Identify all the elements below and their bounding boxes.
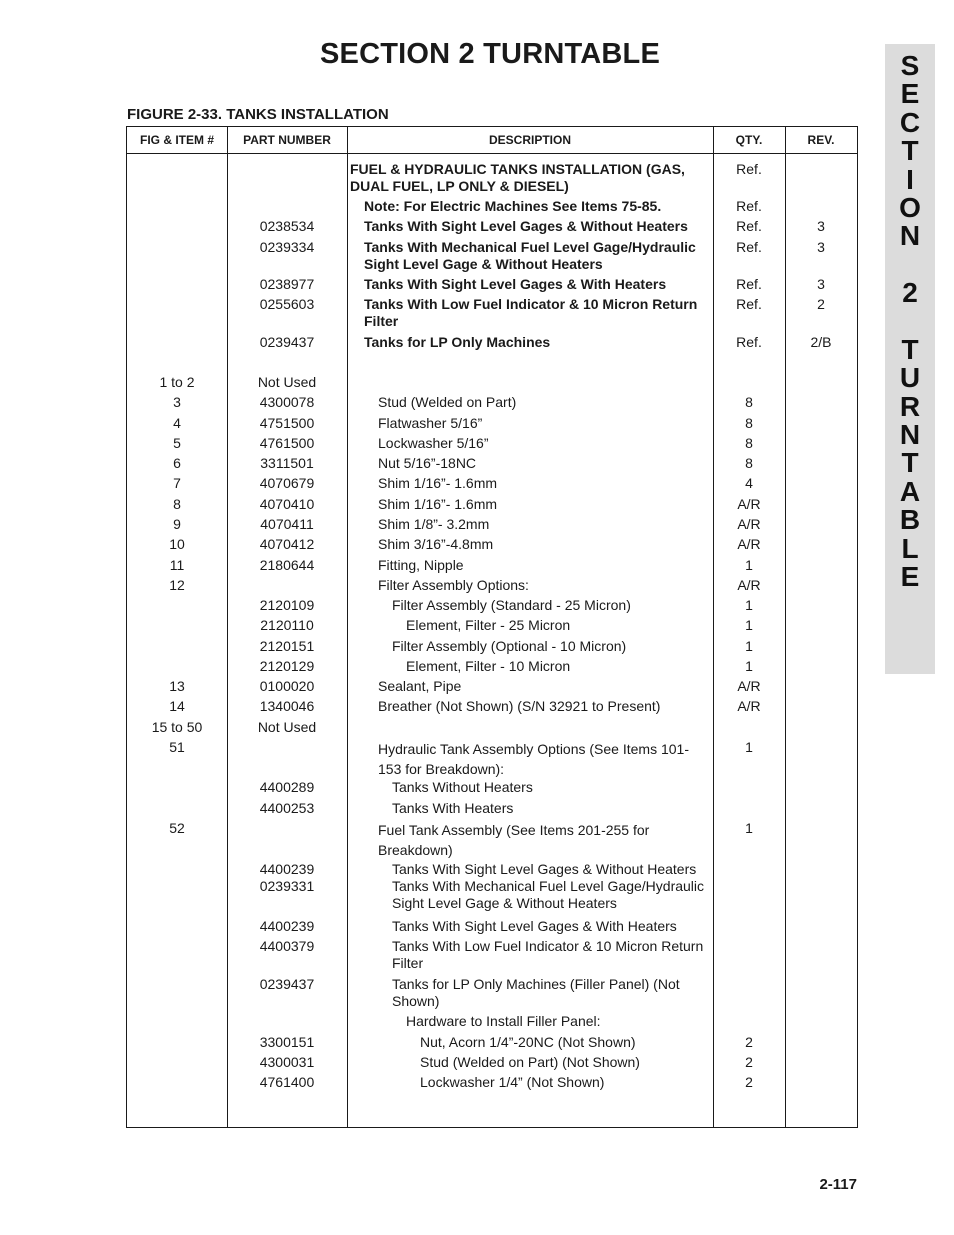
row-description: Note: For Electric Machines See Items 75-85. (364, 198, 662, 214)
row-part-number: 4300031 (259, 1054, 315, 1070)
side-tab-letter: S (900, 50, 920, 81)
row-item-number: 52 (169, 820, 185, 836)
row-description: Filter Assembly (Standard - 25 Micron) (392, 597, 631, 613)
row-item-number: 6 (173, 455, 181, 471)
side-tab-letter: 2 (902, 277, 918, 309)
side-tab-letter: U (899, 362, 921, 394)
row-part-number: 0100020 (259, 678, 315, 694)
row-description: Tanks With Sight Level Gages & With Heaters (392, 918, 677, 934)
row-part-number: 4070410 (259, 496, 315, 512)
row-description: Sealant, Pipe (378, 678, 462, 694)
row-quantity: 2 (745, 1074, 753, 1090)
row-description: Breather (Not Shown) (S/N 32921 to Present) (378, 698, 661, 714)
row-quantity: Ref. (736, 239, 762, 255)
row-part-number: 2120109 (259, 597, 315, 613)
row-quantity: A/R (737, 516, 761, 532)
side-tab-letter: T (901, 135, 919, 167)
header-rev: REV. (807, 133, 835, 147)
row-quantity: 8 (745, 394, 753, 410)
row-description: Element, Filter - 25 Micron (406, 617, 571, 633)
side-tab-letter: O (899, 191, 921, 223)
row-part-number: 4400379 (259, 938, 315, 954)
row-description: Tanks With Sight Level Gages & With Heaters (364, 276, 667, 292)
row-item-number: 7 (173, 475, 181, 491)
row-quantity: 1 (745, 658, 753, 674)
side-tab-letter: E (900, 78, 920, 110)
row-description: Fuel Tank Assembly (See Items 201-255 for Breakdown) (378, 822, 650, 858)
row-quantity: 1 (745, 820, 753, 836)
row-revision: 3 (817, 276, 825, 292)
row-description: Tanks With Mechanical Fuel Level Gage/Hydraulic Sight Level Gage & Without Heaters (364, 239, 696, 272)
row-quantity: Ref. (736, 198, 762, 214)
row-item-number: 3 (173, 394, 181, 410)
row-quantity: 1 (745, 597, 753, 613)
row-part-number: 0239437 (259, 334, 315, 350)
row-part-number: 4761500 (259, 435, 315, 451)
header-item: FIG & ITEM # (139, 133, 214, 147)
row-revision: 2 (817, 296, 825, 312)
row-quantity: A/R (737, 577, 761, 593)
row-quantity: 2 (745, 1034, 753, 1050)
row-part-number: 4400239 (259, 918, 315, 934)
side-tab-letter: N (899, 220, 921, 252)
row-quantity: Ref. (736, 296, 762, 312)
row-part-number: 2120129 (259, 658, 315, 674)
row-description: Tanks With Low Fuel Indicator & 10 Micron Return Filter (364, 296, 698, 329)
row-item-number: 8 (173, 496, 181, 512)
row-quantity: Ref. (736, 161, 762, 177)
side-tab-letter: A (899, 475, 921, 507)
row-part-number: 0239437 (259, 976, 315, 992)
parts-table (126, 126, 858, 1128)
row-part-number: 1340046 (259, 698, 315, 714)
row-quantity: 8 (745, 415, 753, 431)
row-part-number: 4400253 (259, 800, 315, 816)
row-quantity: 1 (745, 638, 753, 654)
row-quantity: A/R (737, 536, 761, 552)
row-quantity: 2 (745, 1054, 753, 1070)
row-description: Lockwasher 5/16” (378, 435, 489, 451)
row-item-number: 4 (173, 415, 181, 431)
row-item-number: 51 (169, 739, 185, 755)
row-description: Stud (Welded on Part) (Not Shown) (420, 1054, 640, 1070)
row-quantity: Ref. (736, 218, 762, 234)
row-part-number: 4400289 (259, 779, 315, 795)
row-description: Stud (Welded on Part) (378, 394, 517, 410)
row-quantity: A/R (737, 678, 761, 694)
row-description: Lockwasher 1/4” (Not Shown) (420, 1074, 605, 1090)
row-description: Element, Filter - 10 Micron (406, 658, 571, 674)
row-description: Hardware to Install Filler Panel: (406, 1013, 601, 1029)
row-description: Tanks With Low Fuel Indicator & 10 Micron Return Filter (392, 938, 704, 971)
row-revision: 3 (817, 218, 825, 234)
row-description: Tanks With Heaters (392, 800, 514, 816)
row-revision: 2/B (810, 334, 832, 350)
row-description: Tanks for LP Only Machines (364, 334, 551, 350)
row-item-number: 9 (173, 516, 181, 532)
row-part-number: 0239331 (259, 878, 315, 894)
row-part-number: 4070411 (260, 516, 314, 532)
side-tab-letter: R (899, 390, 921, 422)
row-part-number: 4070412 (259, 536, 315, 552)
side-tab-letter: E (900, 561, 920, 593)
row-part-number: Not Used (257, 719, 317, 735)
row-quantity: A/R (737, 698, 761, 714)
row-part-number: 4300078 (259, 394, 315, 410)
row-item-number: 10 (169, 536, 185, 552)
row-quantity: Ref. (736, 276, 762, 292)
row-item-number: 14 (169, 698, 185, 714)
row-description: Filter Assembly Options: (378, 577, 529, 593)
side-tab-letter: N (899, 419, 921, 451)
row-description: Tanks With Sight Level Gages & Without Heaters (392, 861, 697, 877)
row-revision: 3 (817, 239, 825, 255)
row-part-number: 4070679 (259, 475, 315, 491)
section-side-tab (885, 44, 935, 674)
page-number: 2-117 (819, 1176, 857, 1193)
row-part-number: 0238977 (259, 276, 315, 292)
row-part-number: 3300151 (259, 1034, 315, 1050)
row-quantity: 1 (745, 739, 753, 755)
side-tab-letter: C (899, 106, 921, 138)
figure-caption: FIGURE 2-33. TANKS INSTALLATION (127, 106, 389, 123)
row-item-number: 1 to 2 (159, 374, 195, 390)
header-qty: QTY. (735, 133, 763, 147)
row-description: Fitting, Nipple (378, 557, 464, 573)
row-description: Shim 3/16”-4.8mm (378, 536, 494, 552)
row-part-number: 0238534 (259, 218, 315, 234)
header-description: DESCRIPTION (488, 133, 571, 147)
row-quantity: 4 (745, 475, 753, 491)
row-part-number: 2180644 (259, 557, 315, 573)
row-description: Nut 5/16”-18NC (378, 455, 477, 471)
row-quantity: Ref. (736, 334, 762, 350)
row-description: FUEL & HYDRAULIC TANKS INSTALLATION (GAS, DUAL FUEL, LP ONLY & DIESEL) (350, 161, 685, 194)
row-quantity: 8 (745, 435, 753, 451)
row-quantity: A/R (737, 496, 761, 512)
row-part-number: 3311501 (260, 455, 314, 471)
row-description: Filter Assembly (Optional - 10 Micron) (392, 638, 627, 654)
row-description: Tanks Without Heaters (392, 779, 533, 795)
side-tab-letter: T (901, 447, 919, 479)
row-description: Shim 1/16”- 1.6mm (378, 475, 498, 491)
row-item-number: 15 to 50 (151, 719, 203, 735)
row-part-number: 4761400 (259, 1074, 315, 1090)
row-item-number: 11 (169, 557, 185, 573)
row-part-number: Not Used (257, 374, 317, 390)
row-item-number: 12 (169, 577, 185, 593)
row-part-number: 0239334 (259, 239, 315, 255)
row-description: Shim 1/16”- 1.6mm (378, 496, 498, 512)
row-item-number: 5 (173, 435, 181, 451)
row-item-number: 13 (169, 678, 185, 694)
page-title: SECTION 2 TURNTABLE (320, 38, 660, 70)
row-description: Tanks With Mechanical Fuel Level Gage/Hydraulic Sight Level Gage & Without Heaters (392, 878, 705, 911)
row-quantity: 1 (745, 617, 753, 633)
side-tab-letter: T (901, 333, 919, 365)
row-description: Tanks for LP Only Machines (Filler Panel) (Not Shown) (392, 976, 680, 1009)
row-description: Shim 1/8”- 3.2mm (378, 516, 490, 532)
side-tab-letter: I (906, 163, 914, 195)
row-part-number: 0255603 (259, 296, 315, 312)
row-part-number: 4751500 (259, 415, 315, 431)
row-part-number: 2120110 (260, 617, 314, 633)
row-description: Flatwasher 5/16” (378, 415, 483, 431)
side-tab-letter: L (901, 532, 919, 564)
header-part-number: PART NUMBER (243, 133, 331, 147)
row-description: Nut, Acorn 1/4”-20NC (Not Shown) (420, 1034, 636, 1050)
row-description: Hydraulic Tank Assembly Options (See Items 101-153 for Breakdown): (378, 741, 689, 777)
row-quantity: 8 (745, 455, 753, 471)
row-part-number: 4400239 (259, 861, 315, 877)
row-quantity: 1 (745, 557, 753, 573)
row-part-number: 2120151 (259, 638, 315, 654)
side-tab-letter: B (899, 504, 921, 536)
row-description: Tanks With Sight Level Gages & Without Heaters (364, 218, 688, 234)
